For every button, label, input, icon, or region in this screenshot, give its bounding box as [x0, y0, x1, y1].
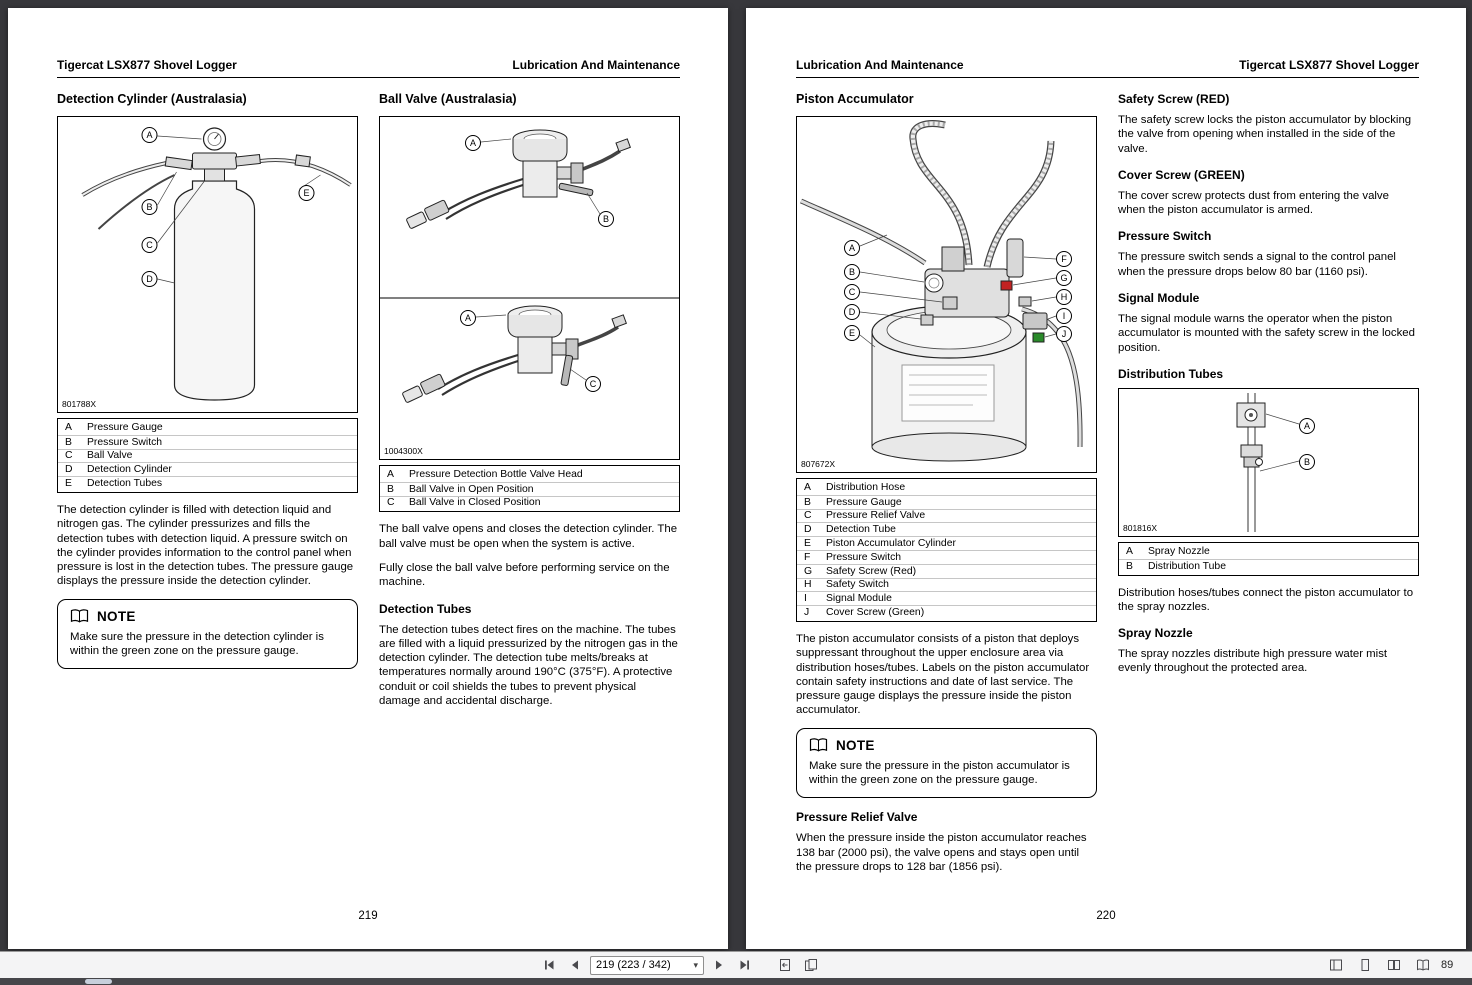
legend-key: A: [387, 469, 394, 481]
ball-valve-body-2: Fully close the ball valve before performing service on the machine.: [379, 561, 670, 589]
callout-e: [845, 326, 876, 348]
legend-row: [58, 462, 357, 476]
legend-value: Detection Tubes: [87, 478, 163, 490]
note-text: Make sure the pressure in the detection cylinder is within the green zone on the pressure gauge.: [70, 630, 324, 658]
svg-text:E: E: [303, 188, 310, 198]
spray-nozzle-body: The spray nozzles distribute high pressure water mist evenly throughout the protected area.: [1118, 648, 1388, 675]
svg-text:A: A: [146, 130, 153, 140]
next-view-button[interactable]: [800, 954, 822, 976]
legend-value: Pressure Switch: [826, 551, 902, 563]
svg-text:H: H: [1060, 292, 1068, 302]
callout-c-bottom: [570, 369, 601, 392]
next-view-icon: [804, 958, 818, 972]
legend-row: [797, 481, 1096, 495]
single-page-view-button[interactable]: [1354, 954, 1376, 976]
pressure-switch-body: The pressure switch sends a signal to the control panel when the pressure drops below 80 bar (1160 psi).: [1118, 251, 1396, 278]
distribution-tubes-body: Distribution hoses/tubes connect the piston accumulator to the spray nozzles.: [1118, 586, 1414, 613]
svg-text:B: B: [1303, 456, 1311, 467]
last-page-icon: [738, 958, 752, 972]
figure-id: 1004300X: [384, 446, 423, 456]
legend-value: Pressure Gauge: [826, 496, 902, 508]
detection-tubes-body: The detection tubes detect fires on the machine. The tubes are filled with a liquid pressurized by the nitrogen gas in the detection cylinder. The detection tube melts/breaks at temperatures normally around 190°C (375°F). A protective conduit or coil shields the tubes to prevent physical damage and accidental discharge.: [379, 623, 678, 708]
piston-accumulator-body: The piston accumulator consists of a piston that deploys suppressant throughout the upper enclosure area via distribution hoses/tubes. Labels on the piston accumulator contain safety instructions and date of last service. The pressure gauge displays the pressure inside the piston accumulator.: [796, 632, 1090, 717]
column-detection-cylinder: [57, 92, 358, 679]
svg-text:C: C: [589, 379, 597, 389]
svg-text:D: D: [146, 274, 153, 284]
ball-valve-illustration: [380, 117, 679, 459]
heading-distribution-tubes: Distribution Tubes: [1118, 366, 1224, 381]
callout-h: [1032, 290, 1072, 305]
legend-key: B: [1126, 560, 1133, 572]
zoom-level: 89: [1441, 959, 1454, 971]
svg-text:B: B: [848, 267, 856, 277]
svg-text:F: F: [1061, 254, 1067, 264]
callout-f: [1024, 252, 1072, 267]
legend-value: Pressure Switch: [87, 436, 163, 448]
svg-text:A: A: [464, 313, 472, 323]
legend-row: [797, 591, 1096, 605]
svg-text:A: A: [1303, 420, 1311, 431]
header-book-title: Tigercat LSX877 Shovel Logger: [1239, 58, 1419, 72]
legend-row: [797, 509, 1096, 523]
column-accumulator-details: [1118, 92, 1419, 686]
header-section-title: Lubrication And Maintenance: [796, 58, 964, 72]
legend-value: Spray Nozzle: [1148, 546, 1210, 558]
legend-key: B: [387, 483, 394, 495]
figure-id: 801816X: [1123, 522, 1158, 533]
legend-piston-accumulator: [796, 478, 1097, 622]
legend-value: Distribution Tube: [1148, 560, 1226, 572]
page-indicator-text: 219 (223 / 342): [596, 959, 671, 971]
legend-value: Cover Screw (Green): [826, 607, 925, 619]
legend-value: Pressure Relief Valve: [826, 510, 926, 522]
signal-module-body: The signal module warns the operator when the piston accumulator is mounted with the safety screw in the locked position.: [1118, 313, 1415, 354]
legend-key: D: [65, 464, 73, 476]
column-ball-valve: [379, 92, 680, 718]
open-book-icon: [809, 738, 828, 752]
legend-value: Detection Tube: [826, 524, 896, 536]
legend-ball-valve: [379, 465, 680, 512]
callout-a: [142, 128, 202, 143]
heading-safety-screw: Safety Screw (RED): [1118, 92, 1230, 106]
header-section-title: Lubrication And Maintenance: [512, 58, 680, 72]
section-title-detection-cylinder: Detection Cylinder (Australasia): [57, 92, 247, 106]
legend-row: [58, 421, 357, 435]
heading-detection-tubes: Detection Tubes: [379, 601, 472, 616]
legend-key: I: [804, 593, 807, 605]
legend-value: Ball Valve in Open Position: [409, 483, 534, 495]
svg-text:C: C: [146, 240, 153, 250]
safety-screw-body: The safety screw locks the piston accumulator by blocking the valve from opening when installed in the side of the valve.: [1118, 114, 1412, 155]
legend-key: J: [804, 607, 810, 619]
callout-b: [142, 172, 177, 215]
previous-view-button[interactable]: [774, 954, 796, 976]
legend-key: E: [804, 538, 811, 550]
note-header: [809, 738, 1084, 753]
legend-row: [1119, 559, 1418, 573]
figure-detection-cylinder: [57, 116, 358, 413]
svg-text:J: J: [1061, 329, 1067, 339]
page-number-selector[interactable]: [590, 956, 704, 975]
legend-row: [797, 605, 1096, 619]
legend-row: [58, 449, 357, 463]
figure-piston-accumulator: [796, 116, 1097, 473]
legend-value: Distribution Hose: [826, 482, 906, 494]
legend-key: C: [387, 497, 395, 509]
svg-text:A: A: [848, 243, 856, 253]
heading-signal-module: Signal Module: [1118, 291, 1200, 306]
page-number: 219: [358, 910, 378, 922]
section-title-piston-accumulator: Piston Accumulator: [796, 92, 914, 106]
chevron-down-icon: ▾: [693, 959, 698, 970]
legend-key: H: [804, 579, 812, 591]
legend-value: Safety Screw (Red): [826, 565, 917, 577]
thumbnails-panel-icon: [1329, 958, 1343, 972]
legend-value: Signal Module: [826, 593, 892, 605]
pressure-relief-valve-body: When the pressure inside the piston accumulator reaches 138 bar (2000 psi), the valve opens and stays open until the pressure drops to 128 bar (1856 psi).: [796, 832, 1087, 873]
next-page-button[interactable]: [708, 954, 730, 976]
legend-key: C: [65, 450, 73, 462]
legend-row: [380, 496, 679, 510]
page-header: [796, 58, 1419, 78]
legend-value: Piston Accumulator Cylinder: [826, 538, 956, 550]
scrollbar-thumb[interactable]: [85, 979, 112, 984]
svg-text:C: C: [848, 287, 856, 297]
legend-key: G: [804, 565, 813, 577]
book-view-icon: [1416, 958, 1430, 972]
horizontal-scrollbar[interactable]: [0, 978, 1472, 985]
legend-row: [58, 476, 357, 490]
legend-value: Detection Cylinder: [87, 464, 172, 476]
figure-id: 807672X: [801, 459, 836, 469]
legend-row: [1119, 545, 1418, 559]
legend-key: B: [65, 436, 72, 448]
detection-cylinder-body: The detection cylinder is filled with detection liquid and nitrogen gas. The cylinder pressurizes and fills the detection tubes with detection liquid. A pressure switch on the cylinder provides information to the control panel when pressure is lost in the detection tubes. The pressure gauge displays the pressure inside the detection cylinder.: [57, 503, 354, 588]
svg-text:A: A: [469, 138, 477, 148]
next-page-icon: [712, 958, 726, 972]
legend-value: Ball Valve in Closed Position: [409, 497, 541, 509]
legend-key: D: [804, 524, 812, 536]
distribution-tubes-illustration: [1119, 389, 1418, 536]
note-title: NOTE: [836, 737, 875, 753]
callout-j: [1045, 327, 1072, 342]
toolbar-navigation-group: [538, 952, 822, 978]
callout-b: [1260, 454, 1315, 471]
svg-text:D: D: [848, 307, 856, 317]
piston-accumulator-illustration: [797, 117, 1096, 472]
first-page-icon: [542, 958, 556, 972]
legend-row: [797, 495, 1096, 509]
svg-text:E: E: [848, 328, 856, 338]
previous-page-button[interactable]: [564, 954, 586, 976]
facing-pages-view-icon: [1387, 958, 1401, 972]
legend-key: A: [65, 422, 72, 434]
column-piston-accumulator: [796, 92, 1097, 884]
facing-pages-view-button[interactable]: [1383, 954, 1405, 976]
legend-row: [797, 536, 1096, 550]
legend-detection-cylinder: [57, 418, 358, 493]
note-title: NOTE: [97, 608, 136, 624]
ball-valve-body-1: The ball valve opens and closes the detection cylinder. The ball valve must be open when the system is active.: [379, 523, 678, 550]
heading-spray-nozzle: Spray Nozzle: [1118, 626, 1193, 641]
legend-row: [797, 522, 1096, 536]
legend-value: Pressure Gauge: [87, 422, 163, 434]
legend-key: A: [1126, 546, 1133, 558]
legend-key: E: [65, 478, 72, 490]
first-page-button[interactable]: [538, 954, 560, 976]
open-book-icon: [70, 609, 89, 623]
note-box: [57, 599, 358, 670]
legend-distribution-tubes: [1118, 542, 1419, 576]
header-book-title: Tigercat LSX877 Shovel Logger: [57, 58, 237, 72]
single-page-view-icon: [1358, 958, 1372, 972]
callout-e: [299, 175, 321, 201]
last-page-button[interactable]: [734, 954, 756, 976]
callout-d: [142, 272, 175, 287]
legend-key: B: [804, 496, 811, 508]
legend-value: Safety Switch: [826, 579, 889, 591]
callout-a: [1266, 414, 1315, 434]
cover-screw-body: The cover screw protects dust from entering the valve when the piston accumulator is armed.: [1118, 189, 1389, 217]
page-number: 220: [1096, 910, 1116, 922]
legend-row: [58, 435, 357, 449]
figure-ball-valve: [379, 116, 680, 460]
legend-row: [797, 550, 1096, 564]
callout-a-top: [466, 136, 512, 151]
detection-cylinder-illustration: [58, 117, 357, 412]
pdf-page-219: [8, 8, 728, 949]
viewer-toolbar: [0, 951, 1472, 978]
legend-key: F: [804, 551, 811, 563]
book-view-button[interactable]: [1412, 954, 1434, 976]
thumbnails-panel-button[interactable]: [1325, 954, 1347, 976]
figure-id: 801788X: [62, 399, 97, 409]
legend-value: Pressure Detection Bottle Valve Head: [409, 469, 583, 481]
note-header: [70, 609, 345, 624]
pdf-page-220: [746, 8, 1466, 949]
cover-screw-green: [1033, 333, 1044, 342]
svg-text:G: G: [1060, 273, 1068, 283]
callout-i: [1048, 309, 1072, 324]
legend-value: Ball Valve: [87, 450, 133, 462]
page-header: [57, 58, 680, 78]
previous-page-icon: [568, 958, 582, 972]
previous-view-icon: [778, 958, 792, 972]
heading-cover-screw: Cover Screw (GREEN): [1118, 167, 1245, 182]
callout-a-bottom: [461, 311, 507, 326]
legend-row: [797, 564, 1096, 578]
callout-b-top: [587, 193, 614, 227]
legend-row: [797, 578, 1096, 592]
safety-screw-red: [1001, 281, 1012, 290]
note-box: [796, 728, 1097, 799]
section-title-ball-valve: Ball Valve (Australasia): [379, 92, 517, 106]
heading-pressure-relief-valve: Pressure Relief Valve: [796, 810, 918, 825]
legend-key: C: [804, 510, 812, 522]
toolbar-view-group: [1325, 952, 1467, 978]
callout-b: [845, 265, 925, 283]
legend-row: [380, 482, 679, 496]
legend-key: A: [804, 482, 811, 494]
figure-distribution-tubes: [1118, 388, 1419, 537]
legend-row: [380, 468, 679, 482]
svg-text:I: I: [1062, 311, 1066, 321]
svg-text:B: B: [146, 202, 153, 212]
svg-text:B: B: [602, 214, 610, 224]
heading-pressure-switch: Pressure Switch: [1118, 229, 1212, 244]
note-text: Make sure the pressure in the piston accumulator is within the green zone on the pressure gauge.: [809, 759, 1070, 787]
